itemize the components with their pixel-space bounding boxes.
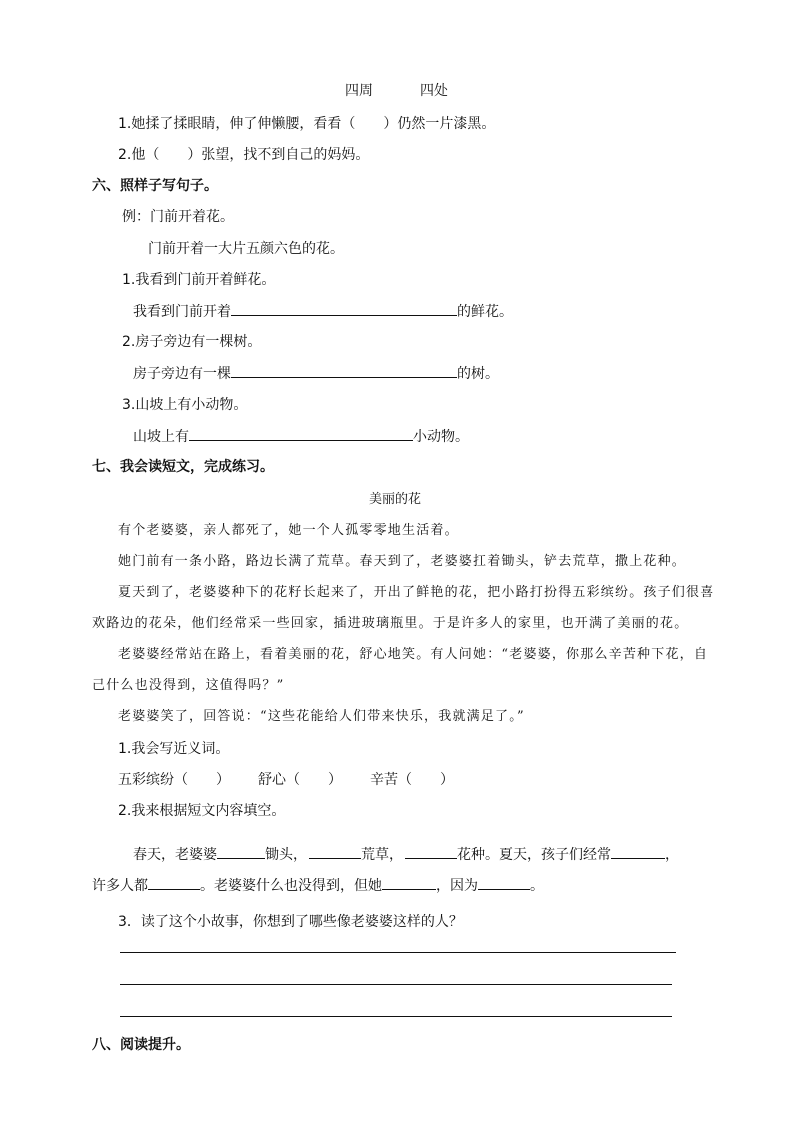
synonym-question: 1.我会写近义词。 [118,741,230,757]
answer-blank[interactable] [611,845,665,859]
answer-blank[interactable] [231,364,457,378]
story-paragraph: 老婆婆经常站在路上，看着美丽的花，舒心地笑。有人问她：“老婆婆，你那么辛苦种下花，自 [118,647,709,662]
answer-blank[interactable] [189,427,413,441]
answer-blank[interactable] [309,845,361,859]
reflection-question: 3．读了这个小故事，你想到了哪些像老婆婆这样的人？ [118,914,463,930]
fill-text: 花种。夏天，孩子们经常 [457,847,611,863]
story-paragraph: 欢路边的花朵，他们经常采一些回家，插进玻璃瓶里。于是许多人的家里，也开满了美丽的花。 [92,616,689,631]
fill-text: 春天，老婆婆 [133,847,217,863]
example-answer: 门前开着一大片五颜六色的花。 [148,241,344,257]
story-title: 美丽的花 [369,492,422,507]
story-paragraph: 夏天到了，老婆婆种下的花籽长起来了，开出了鲜艳的花，把小路打扮得五彩缤纷。孩子们很喜 [118,585,715,600]
answer-blank[interactable] [148,876,200,890]
answer-line[interactable] [120,1016,672,1017]
answer-blank[interactable] [405,845,457,859]
synonym-item-1: 五彩缤纷（ ） [118,772,230,788]
word-choice-2: 四处 [420,83,448,99]
word-choice-1: 四周 [345,83,373,99]
section-7-heading: 七、我会读短文，完成练习。 [92,459,274,475]
fill-text: 。 [530,878,544,894]
fill-in-line-1 [133,845,679,864]
synonym-item-2: 舒心（ ） [258,772,342,788]
section-8-heading: 八、阅读提升。 [92,1037,190,1053]
story-paragraph: 己什么也没得到，这值得吗？” [92,678,285,693]
fill-text: 许多人都 [92,878,148,894]
fill-text: ，因为 [436,878,478,894]
fill-text: ， [665,847,679,863]
story-paragraph: 老婆婆笑了，回答说：“这些花能给人们带来快乐，我就满足了。” [118,709,525,724]
story-paragraph: 她门前有一条小路，路边长满了荒草。春天到了，老婆婆扛着锄头，铲去荒草，撒上花种。 [118,554,687,569]
rewrite-question-1: 1.我看到门前开着鲜花。 [122,272,276,288]
answer-blank[interactable] [478,876,530,890]
fill-sentence-2: 2.他（ ）张望，找不到自己的妈妈。 [118,147,370,163]
story-paragraph: 有个老婆婆，亲人都死了，她一个人孤零零地生活着。 [118,523,459,538]
example-label: 例：门前开着花。 [122,209,234,225]
fill-sentence-1: 1.她揉了揉眼睛，伸了伸懒腰，看看（ ）仍然一片漆黑。 [118,116,496,132]
rewrite-answer-3 [133,427,469,446]
rewrite-prefix-2: 房子旁边有一棵 [133,366,231,382]
answer-blank[interactable] [231,302,457,316]
rewrite-answer-1 [133,302,513,321]
rewrite-answer-2 [133,364,499,383]
rewrite-suffix-2: 的树。 [457,366,499,382]
fill-in-line-2 [92,876,544,895]
synonym-item-3: 辛苦（ ） [370,772,454,788]
rewrite-prefix-1: 我看到门前开着 [133,304,231,320]
answer-blank[interactable] [217,845,265,859]
fill-in-question: 2.我来根据短文内容填空。 [118,803,286,819]
fill-text: 锄头， [265,847,307,863]
rewrite-suffix-1: 的鲜花。 [457,304,513,320]
fill-text: 荒草， [361,847,403,863]
answer-line[interactable] [120,984,672,985]
fill-text: 。老婆婆什么也没得到，但她 [200,878,382,894]
rewrite-question-3: 3.山坡上有小动物。 [122,397,248,413]
answer-line[interactable] [120,952,676,953]
section-6-heading: 六、照样子写句子。 [92,178,218,194]
rewrite-prefix-3: 山坡上有 [133,429,189,445]
answer-blank[interactable] [382,876,436,890]
rewrite-question-2: 2.房子旁边有一棵树。 [122,334,262,350]
rewrite-suffix-3: 小动物。 [413,429,469,445]
